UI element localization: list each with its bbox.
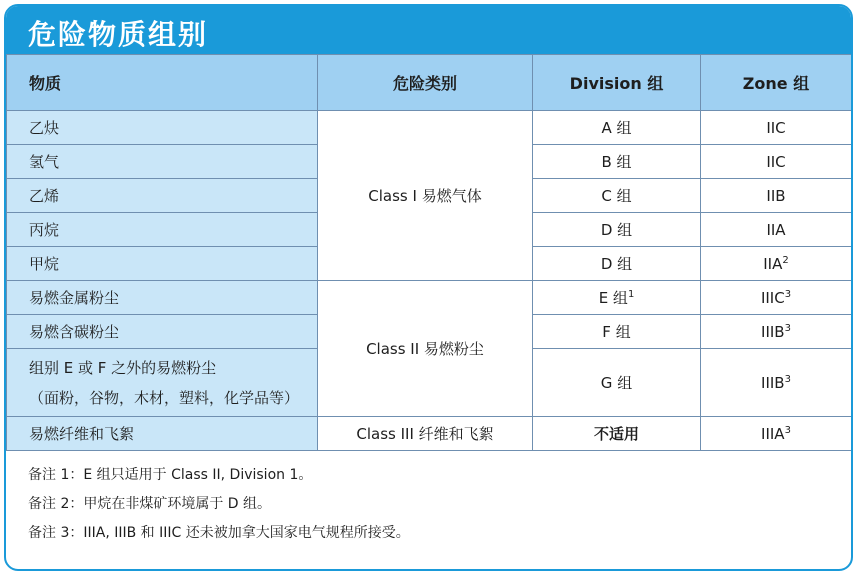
division-cell: A 组 bbox=[533, 111, 701, 145]
note-2: 备注 2：甲烷在非煤矿环境属于 D 组。 bbox=[28, 496, 272, 512]
material-cell: 丙烷 bbox=[7, 213, 318, 247]
material-cell: 易燃金属粉尘 bbox=[7, 281, 318, 315]
division-cell: F 组 bbox=[533, 315, 701, 349]
header-hazard-class: 危险类别 bbox=[318, 55, 533, 111]
notes bbox=[28, 464, 410, 551]
zone-cell: IIC bbox=[701, 145, 852, 179]
division-cell: D 组 bbox=[533, 247, 701, 281]
material-line: 组别 E 或 F 之外的易燃粉尘 bbox=[29, 358, 217, 377]
header-material: 物质 bbox=[7, 55, 318, 111]
hazard-table bbox=[6, 54, 852, 451]
division-cell: C 组 bbox=[533, 179, 701, 213]
material-cell: 乙炔 bbox=[7, 111, 318, 145]
zone-cell: IIIB$^3$ bbox=[701, 315, 852, 349]
note-1: 备注 1：E 组只适用于 Class II, Division 1。 bbox=[28, 467, 313, 483]
zone-cell: IIIA$^3$ bbox=[701, 417, 852, 451]
note-3: 备注 3：IIIA, IIIB 和 IIIC 还未被加拿大国家电气规程所接受。 bbox=[28, 525, 410, 541]
division-cell: E 组$^1$ bbox=[533, 281, 701, 315]
table-row bbox=[7, 417, 852, 451]
zone-cell: IIB bbox=[701, 179, 852, 213]
material-cell: 易燃纤维和飞絮 bbox=[7, 417, 318, 451]
header-zone: Zone 组 bbox=[701, 55, 852, 111]
material-cell bbox=[7, 349, 318, 417]
header-division: Division 组 bbox=[533, 55, 701, 111]
hazard-groups-card bbox=[4, 4, 853, 571]
zone-cell: IIIB$^3$ bbox=[701, 349, 852, 417]
class-cell: Class III 纤维和飞絮 bbox=[318, 417, 533, 451]
division-cell: 不适用 bbox=[533, 417, 701, 451]
page-title: 危险物质组别 bbox=[28, 18, 209, 51]
material-cell: 易燃含碳粉尘 bbox=[7, 315, 318, 349]
material-cell: 乙烯 bbox=[7, 179, 318, 213]
material-cell: 氢气 bbox=[7, 145, 318, 179]
table-row bbox=[7, 281, 852, 315]
table-row bbox=[7, 111, 852, 145]
material-cell: 甲烷 bbox=[7, 247, 318, 281]
division-cell: B 组 bbox=[533, 145, 701, 179]
material-line-examples: （面粉，谷物，木材，塑料，化学品等） bbox=[29, 388, 300, 407]
zone-cell: IIC bbox=[701, 111, 852, 145]
zone-cell: IIA$^2$ bbox=[701, 247, 852, 281]
class-cell: Class I 易燃气体 bbox=[318, 111, 533, 281]
division-cell: G 组 bbox=[533, 349, 701, 417]
division-cell: D 组 bbox=[533, 213, 701, 247]
table-header-row bbox=[7, 55, 852, 111]
class-cell: Class II 易燃粉尘 bbox=[318, 281, 533, 417]
zone-cell: IIA bbox=[701, 213, 852, 247]
zone-cell: IIIC$^3$ bbox=[701, 281, 852, 315]
title-bar bbox=[6, 6, 851, 54]
